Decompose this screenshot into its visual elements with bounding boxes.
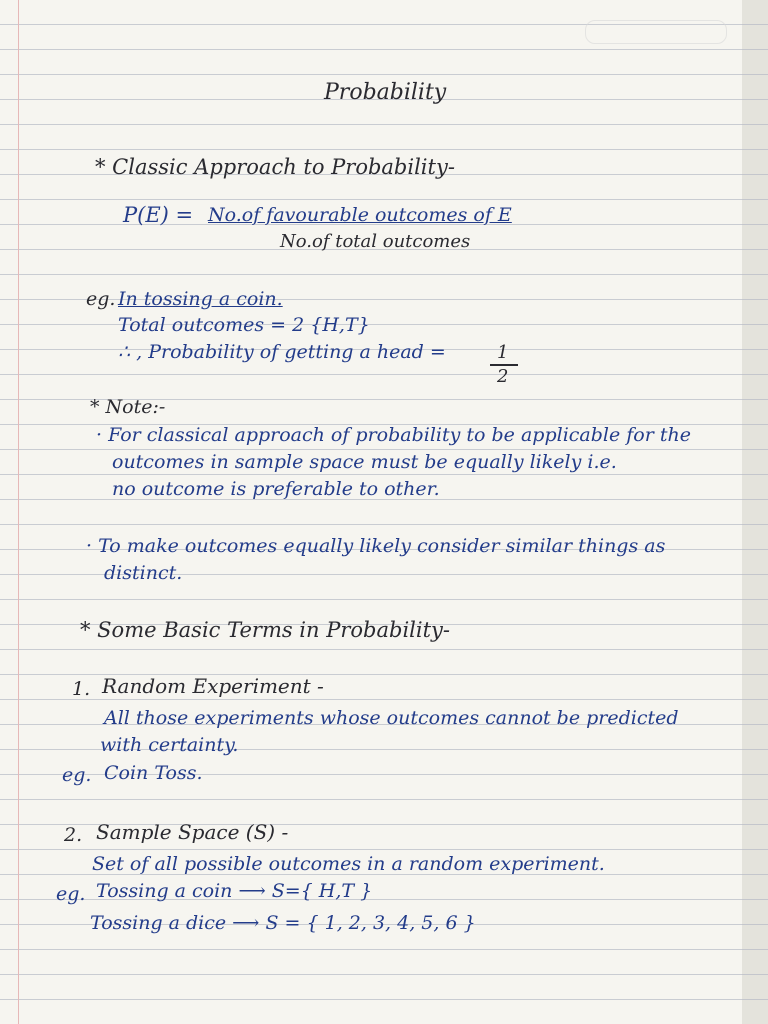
- section-heading-classic: * Classic Approach to Probability-: [95, 155, 455, 179]
- page-corner-mark: [585, 20, 727, 44]
- note-heading: * Note:-: [90, 396, 166, 418]
- fraction-denominator: 2: [497, 366, 509, 387]
- term-example: Tossing a dice ⟶ S = { 1, 2, 3, 4, 5, 6 }: [90, 912, 476, 934]
- note-line: · For classical approach of probability to be applicable for the: [96, 424, 691, 446]
- term-title: Random Experiment -: [102, 674, 324, 698]
- page-title: Probability: [324, 80, 447, 105]
- formula-denominator: No.of total outcomes: [280, 231, 471, 252]
- example-line: Total outcomes = 2 {H,T}: [118, 314, 370, 336]
- fraction-numerator: 1: [497, 342, 509, 363]
- note-line: · To make outcomes equally likely consider similar things as: [86, 535, 666, 557]
- term-number: 1.: [72, 678, 91, 700]
- formula-lhs: P(E) =: [123, 203, 194, 227]
- note-line: no outcome is preferable to other.: [112, 478, 440, 500]
- section-heading-basic-terms: * Some Basic Terms in Probability-: [80, 618, 450, 642]
- term-title: Sample Space (S) -: [96, 820, 289, 844]
- margin-line: [18, 0, 19, 1024]
- example-line: ∴ , Probability of getting a head =: [118, 341, 446, 363]
- term-definition: with certainty.: [100, 734, 239, 756]
- term-definition: Set of all possible outcomes in a random experiment.: [92, 853, 605, 875]
- term-definition: All those experiments whose outcomes cannot be predicted: [104, 707, 679, 729]
- term-example: Coin Toss.: [104, 762, 203, 784]
- example-label: eg.: [86, 288, 116, 310]
- term-number: 2.: [64, 824, 83, 846]
- formula-numerator: No.of favourable outcomes of E: [208, 204, 512, 226]
- example-line: In tossing a coin.: [118, 288, 283, 310]
- note-line: distinct.: [104, 562, 183, 584]
- term-example: Tossing a coin ⟶ S={ H,T }: [96, 880, 373, 902]
- example-label: eg.: [62, 764, 92, 786]
- example-label: eg.: [56, 883, 86, 905]
- note-line: outcomes in sample space must be equally likely i.e.: [112, 451, 617, 473]
